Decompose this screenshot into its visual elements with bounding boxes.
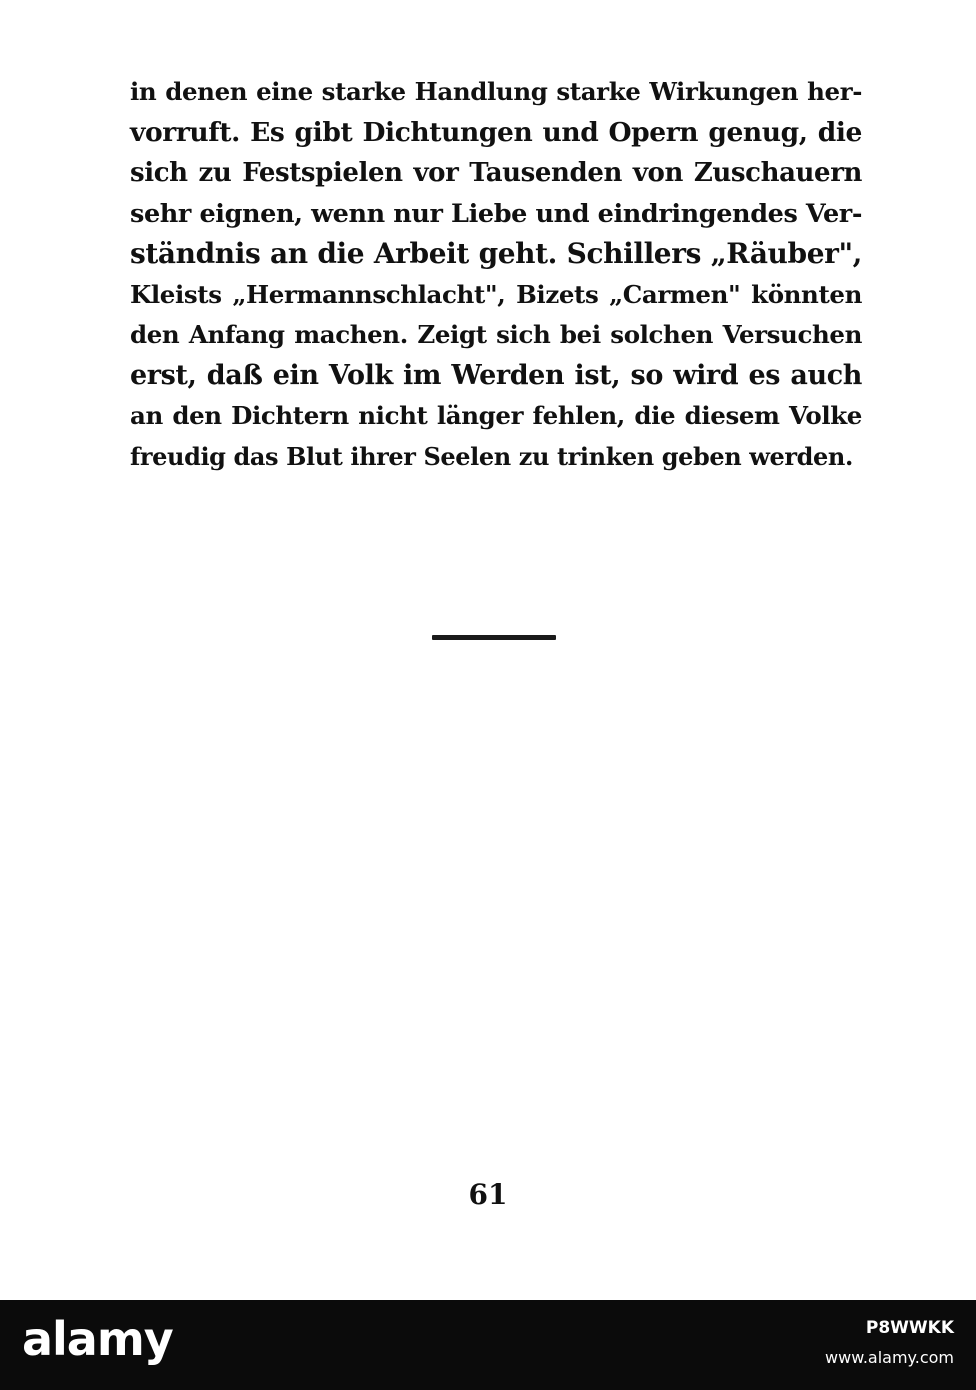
text-line-7: den Anfang machen. Zeigt sich bei solchen Versuchen	[130, 320, 862, 349]
page-number: 61	[468, 1178, 508, 1211]
text-line-10: freudig das Blut ihrer Seelen zu trinken geben werden.	[130, 441, 853, 471]
text-line-9: an den Dichtern nicht länger fehlen, die diesem Volke	[130, 401, 862, 430]
watermark-url: www.alamy.com	[825, 1348, 954, 1367]
section-divider	[432, 635, 556, 640]
text-line-1: in denen eine starke Handlung starke Wirkungen her-	[130, 77, 862, 106]
text-line-5: ständnis an die Arbeit geht. Schillers „Räuber",	[130, 237, 862, 270]
text-line-2: vorruft. Es gibt Dichtungen und Opern genug, die	[130, 116, 862, 148]
watermark-logo: alamy	[22, 1312, 173, 1366]
text-line-6: Kleists „Hermannschlacht", Bizets „Carmen" könnten	[130, 279, 862, 309]
text-line-4: sehr eignen, wenn nur Liebe und eindringendes Ver-	[130, 198, 862, 229]
body-paragraph	[130, 72, 862, 477]
text-line-8: erst, daß ein Volk im Werden ist, so wird es auch	[130, 359, 862, 391]
watermark-image-id: P8WWKK	[865, 1318, 954, 1338]
watermark-bar	[0, 1300, 976, 1390]
text-line-3: sich zu Festspielen vor Tausenden von Zuschauern	[130, 158, 862, 188]
